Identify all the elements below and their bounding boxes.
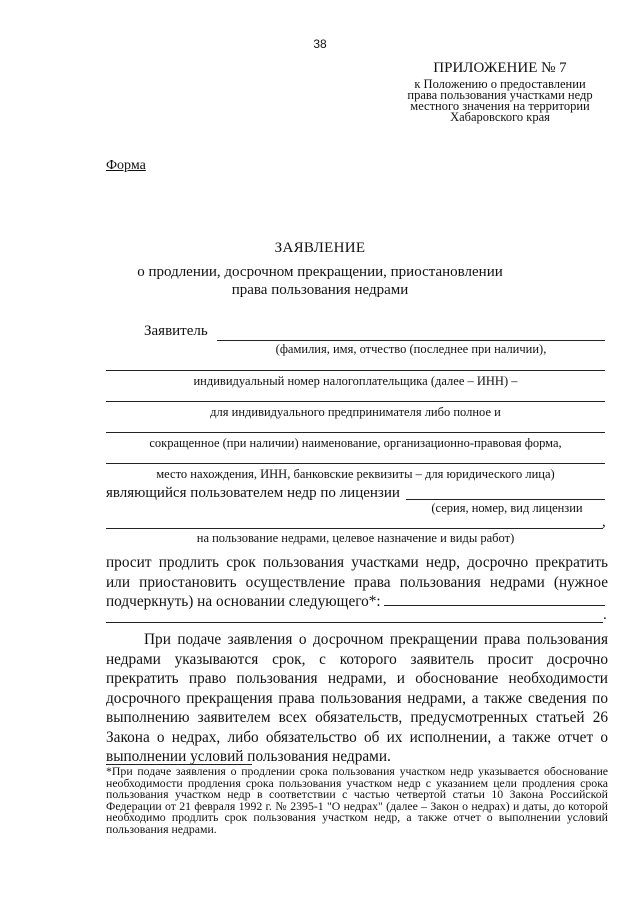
- grounds-field[interactable]: [384, 605, 605, 606]
- appendix-line: местного значения на территории: [410, 99, 590, 113]
- field-hint: сокращенное (при наличии) наименование, организационно-правовая форма,: [149, 436, 562, 450]
- request-text: просит продлить срок пользования участками недр, досрочно прекратить или приостановить осуществление права пользования недрами (нужное подчеркнуть) на основании следующего*:: [106, 554, 608, 610]
- license-label: являющийся пользователем недр по лицензии: [106, 485, 400, 501]
- document-subtitle: о продлении, досрочном прекращении, приостановлении: [137, 264, 503, 280]
- field-hint: (серия, номер, вид лицензии: [431, 501, 583, 515]
- applicant-field-line[interactable]: [106, 432, 605, 433]
- applicant-label: Заявитель: [144, 323, 208, 339]
- applicant-field-line[interactable]: [106, 463, 605, 464]
- license-field[interactable]: [406, 499, 605, 500]
- field-hint: на пользование недрами, целевое назначение и виды работ): [196, 531, 515, 545]
- page-number: 38: [313, 37, 327, 51]
- field-hint: место нахождения, ИНН, банковские реквизиты – для юридического лица): [156, 467, 555, 481]
- field-hint: для индивидуального предпринимателя либо полное и: [210, 405, 501, 419]
- footnote: *При подаче заявления о продлении срока пользования участком недр указывается обоснование необходимости продления срока пользования участком недр с указанием цели продления срока пользования участком недр в соответствии с частью четвертой статьи 10 Закона Российской Федерации от 21 февраля 1992 г. № 2395-1 "О недрах" (далее – Закон о недрах) и даты, до которой необходимо продлить срок пользования участком недр, а также отчет о выполнении условий пользования недрами.: [106, 764, 608, 836]
- license-field-line[interactable]: [106, 528, 603, 529]
- applicant-field[interactable]: [217, 340, 605, 341]
- grounds-field-line[interactable]: [106, 622, 603, 623]
- appendix-line: к Положению о предоставлении: [414, 77, 586, 91]
- body-paragraph: При подаче заявления о досрочном прекращении права пользования недрами указываются срок, с которого заявитель просит досрочно прекратить право пользования недрами, и обоснование необходимости досрочного прекращения права пользования недрами, а также сведения по выполнению заявителем всех обязательств, предусмотренных статьей 26 Закона о недрах, либо обязательство об их исполнении, а также отчет о выполнении условий пользования недрами.: [106, 631, 608, 765]
- field-hint: (фамилия, имя, отчество (последнее при наличии),: [275, 342, 547, 356]
- appendix-line: Хабаровского края: [450, 110, 550, 124]
- appendix-line: права пользования участками недр: [407, 88, 593, 102]
- document-subtitle: права пользования недрами: [231, 282, 409, 298]
- comma: ,: [602, 514, 606, 530]
- document-title: ЗАЯВЛЕНИЕ: [274, 240, 366, 256]
- field-hint: индивидуальный номер налогоплательщика (далее – ИНН) –: [193, 374, 518, 388]
- form-label: Форма: [106, 158, 146, 173]
- period: .: [603, 607, 607, 623]
- appendix-title: ПРИЛОЖЕНИЕ № 7: [433, 60, 567, 76]
- applicant-field-line[interactable]: [106, 370, 605, 371]
- applicant-field-line[interactable]: [106, 401, 605, 402]
